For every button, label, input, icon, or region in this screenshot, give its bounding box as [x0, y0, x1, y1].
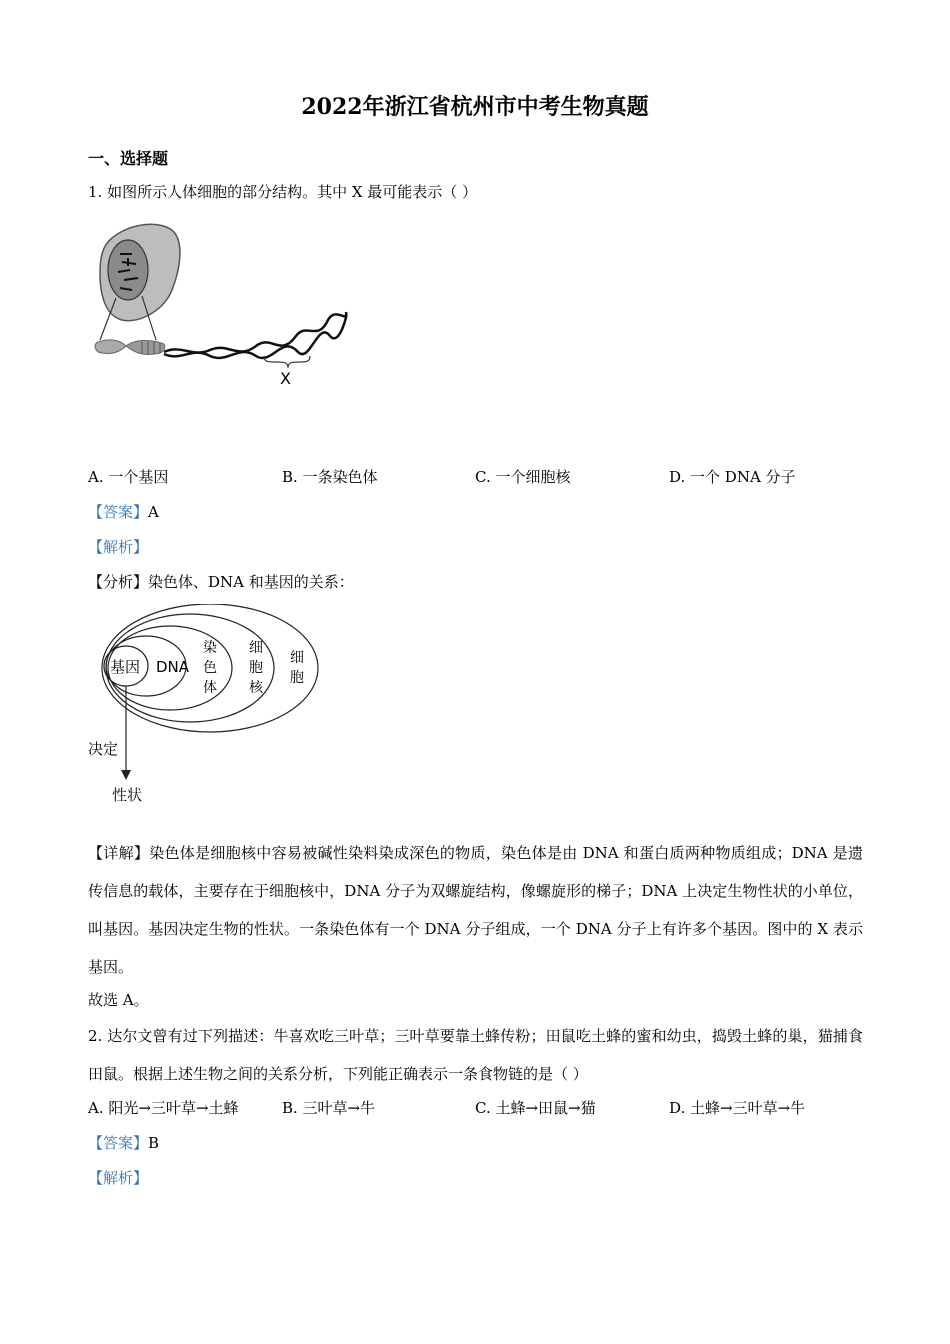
- dna-label: DNA: [156, 658, 190, 676]
- gene-label: 基因: [110, 658, 141, 676]
- page-title: 2022年浙江省杭州市中考生物真题: [301, 94, 649, 120]
- answer-value: B: [148, 1134, 160, 1152]
- q2-option-c: C. 土蜂→田鼠→猫: [475, 1099, 596, 1117]
- q1-option-b: B. 一条染色体: [282, 468, 378, 486]
- trait-label: 性状: [112, 786, 143, 804]
- x-bracket: [264, 356, 310, 368]
- chromosome-label-1: 染: [203, 640, 217, 656]
- chromosome-shape: [95, 340, 165, 355]
- nucleus-label-1: 细: [249, 640, 263, 656]
- fenxi-text: 染色体、DNA 和基因的关系：: [148, 573, 354, 591]
- answer-tag: 【答案】: [88, 503, 149, 521]
- q2-option-d: D. 土蜂→三叶草→牛: [669, 1099, 806, 1117]
- nucleus-label-3: 核: [249, 680, 263, 696]
- q1-answer-line: [88, 502, 159, 522]
- nucleus-label-2: 胞: [249, 660, 263, 676]
- q1-conclusion: 故选 A。: [88, 991, 149, 1009]
- detail-tag: 【详解】: [88, 844, 150, 862]
- q1-stem: 1. 如图所示人体细胞的部分结构。其中 X 最可能表示（ ）: [88, 183, 478, 201]
- x-label: X: [280, 369, 291, 388]
- q1-analysis-tag: 【解析】: [88, 538, 149, 556]
- fenxi-tag: 【分析】: [88, 573, 149, 591]
- q1-option-a: A. 一个基因: [88, 468, 169, 486]
- q2-option-a: A. 阳光→三叶草→土蜂: [88, 1099, 239, 1117]
- cell-label-1: 细: [290, 650, 304, 666]
- decide-label: 决定: [88, 740, 119, 758]
- gene-dna-diagram: [86, 604, 326, 808]
- detail-text: 染色体是细胞核中容易被碱性染料染成深色的物质，染色体是由 DNA 和蛋白质两种物质组成；DNA 是遗传信息的载体，主要存在于细胞核中，DNA 分子为双螺旋结构，像螺旋形的梯子；DNA 上决定生物性状的小单位，叫基因。基因决定生物的性状。一条染色体有一个 DNA 分子组成，一个 DNA 分子上有许多个基因。图中的 X 表示基因。: [88, 844, 863, 976]
- q2-option-b: B. 三叶草→牛: [282, 1099, 376, 1117]
- cell-dna-figure: [92, 218, 354, 388]
- q1-option-d: D. 一个 DNA 分子: [669, 468, 796, 486]
- answer-tag: 【答案】: [88, 1134, 149, 1152]
- q1-detail: [88, 834, 863, 986]
- q1-option-c: C. 一个细胞核: [475, 468, 571, 486]
- q2-answer-line: [88, 1133, 159, 1153]
- chromosome-label-2: 色: [203, 660, 217, 676]
- dna-helix-strand-1: [164, 312, 346, 353]
- q1-fenxi-line: [88, 572, 354, 592]
- q2-analysis-tag: 【解析】: [88, 1169, 149, 1187]
- section-heading: 一、选择题: [88, 149, 169, 168]
- chromosome-label-3: 体: [203, 680, 217, 696]
- answer-value: A: [148, 503, 159, 521]
- cell-label-2: 胞: [290, 670, 304, 686]
- q2-stem: 2. 达尔文曾有过下列描述：牛喜欢吃三叶草；三叶草要靠土蜂传粉；田鼠吃土蜂的蜜和幼虫，捣毁土蜂的巢，猫捕食田鼠。根据上述生物之间的关系分析，下列能正确表示一条食物链的是（ ）: [88, 1027, 863, 1083]
- decide-arrow-head: [121, 770, 131, 780]
